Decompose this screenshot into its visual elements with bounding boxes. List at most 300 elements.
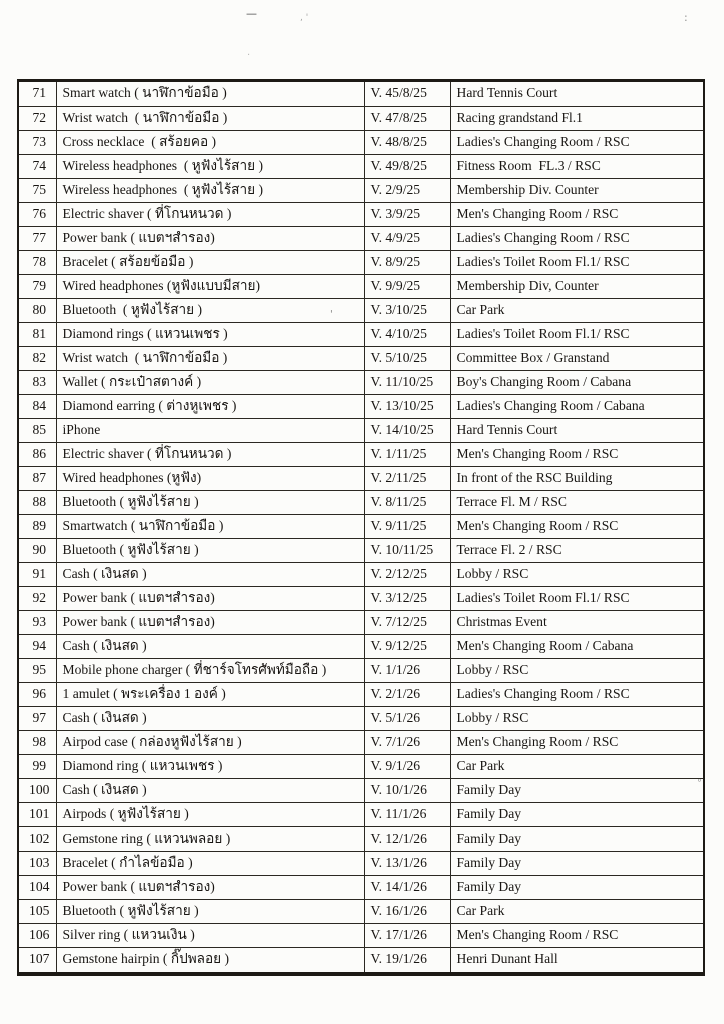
location-cell <box>450 539 704 563</box>
item-name-cell <box>56 947 364 974</box>
location-cell <box>450 178 704 202</box>
location-found: Hard Tennis Court <box>456 85 558 101</box>
item-name-cell <box>56 442 364 466</box>
location-cell <box>450 731 704 755</box>
item-name: iPhone <box>62 421 101 437</box>
item-name: Wrist watch ( นาฬิกาข้อมือ ) <box>62 349 228 365</box>
reference-code: V. 45/8/25 <box>370 85 427 101</box>
item-name: Wired headphones (หูฟังแบบมีสาย) <box>62 277 261 293</box>
reference-code-cell <box>364 803 450 827</box>
item-name: Electric shaver ( ที่โกนหนวด ) <box>62 446 232 462</box>
row-number: 79 <box>32 277 47 293</box>
table-row <box>18 154 704 178</box>
item-name: Bluetooth ( หูฟังไร้สาย ) <box>62 301 203 317</box>
reference-code: V. 9/1/26 <box>370 758 421 774</box>
location-cell <box>450 851 704 875</box>
location-cell <box>450 491 704 515</box>
item-name-cell <box>56 226 364 250</box>
row-number: 95 <box>32 662 47 678</box>
row-number-cell <box>18 851 56 875</box>
item-name-cell <box>56 81 364 107</box>
reference-code: V. 1/11/25 <box>370 446 427 462</box>
row-number: 102 <box>29 830 50 846</box>
reference-code-cell <box>364 250 450 274</box>
row-number-cell <box>18 875 56 899</box>
item-name: Bluetooth ( หูฟังไร้สาย ) <box>62 902 199 918</box>
item-name-cell <box>56 803 364 827</box>
table-row <box>18 226 704 250</box>
item-name: Power bank ( แบตฯสำรอง) <box>62 614 215 630</box>
reference-code: V. 12/1/26 <box>370 830 427 846</box>
item-name: Airpods ( หูฟังไร้สาย ) <box>62 806 189 822</box>
reference-code-cell <box>364 467 450 491</box>
location-found: Terrace Fl. M / RSC <box>456 494 567 510</box>
item-name-cell <box>56 202 364 226</box>
item-name-cell <box>56 467 364 491</box>
item-name-cell <box>56 875 364 899</box>
location-found: Lobby / RSC <box>456 710 529 726</box>
reference-code: V. 9/12/25 <box>370 638 427 654</box>
item-name-cell <box>56 635 364 659</box>
row-number-cell <box>18 202 56 226</box>
table-row <box>18 370 704 394</box>
reference-code-cell <box>364 226 450 250</box>
row-number-cell <box>18 659 56 683</box>
reference-code-cell <box>364 851 450 875</box>
row-number: 81 <box>32 325 47 341</box>
item-name: Wireless headphones ( หูฟังไร้สาย ) <box>62 157 263 173</box>
reference-code-cell <box>364 659 450 683</box>
location-cell <box>450 587 704 611</box>
location-cell <box>450 418 704 442</box>
row-number: 104 <box>29 878 50 894</box>
row-number: 105 <box>29 902 50 918</box>
scan-artifact: , ' <box>300 13 309 23</box>
row-number: 101 <box>29 806 50 822</box>
item-name: Power bank ( แบตฯสำรอง) <box>62 590 215 606</box>
reference-code: V. 13/10/25 <box>370 397 434 413</box>
reference-code-cell <box>364 899 450 923</box>
table-row <box>18 539 704 563</box>
table-row <box>18 875 704 899</box>
row-number-cell <box>18 779 56 803</box>
row-number-cell <box>18 274 56 298</box>
item-name-cell <box>56 563 364 587</box>
item-name-cell <box>56 394 364 418</box>
reference-code: V. 1/1/26 <box>370 662 421 678</box>
item-name-cell <box>56 731 364 755</box>
row-number: 72 <box>32 109 47 125</box>
item-name-cell <box>56 346 364 370</box>
row-number-cell <box>18 322 56 346</box>
item-name: Diamond rings ( แหวนเพชร ) <box>62 325 228 341</box>
reference-code-cell <box>364 442 450 466</box>
row-number-cell <box>18 178 56 202</box>
location-found: Ladies's Changing Room / RSC <box>456 686 630 702</box>
location-cell <box>450 154 704 178</box>
table-row <box>18 779 704 803</box>
row-number-cell <box>18 827 56 851</box>
row-number-cell <box>18 515 56 539</box>
reference-code: V. 10/1/26 <box>370 782 427 798</box>
reference-code-cell <box>364 635 450 659</box>
location-cell <box>450 755 704 779</box>
scan-artifact: · <box>247 50 251 61</box>
item-name: Power bank ( แบตฯสำรอง) <box>62 878 215 894</box>
row-number: 86 <box>32 446 47 462</box>
table-row <box>18 731 704 755</box>
item-name-cell <box>56 611 364 635</box>
location-cell <box>450 81 704 107</box>
reference-code-cell <box>364 394 450 418</box>
table-row <box>18 467 704 491</box>
table-row <box>18 491 704 515</box>
row-number-cell <box>18 442 56 466</box>
reference-code: V. 8/9/25 <box>370 253 421 269</box>
row-number-cell <box>18 755 56 779</box>
location-found: Men's Changing Room / RSC <box>456 734 619 750</box>
item-name-cell <box>56 298 364 322</box>
row-number-cell <box>18 587 56 611</box>
location-cell <box>450 106 704 130</box>
table-row <box>18 707 704 731</box>
location-cell <box>450 923 704 947</box>
location-found: Car Park <box>456 301 505 317</box>
row-number-cell <box>18 418 56 442</box>
row-number: 82 <box>32 349 47 365</box>
table-row <box>18 827 704 851</box>
table-row <box>18 683 704 707</box>
reference-code-cell <box>364 130 450 154</box>
table-row <box>18 563 704 587</box>
reference-code: V. 49/8/25 <box>370 157 427 173</box>
reference-code: V. 7/12/25 <box>370 614 427 630</box>
location-found: Ladies's Changing Room / RSC <box>456 133 630 149</box>
row-number-cell <box>18 370 56 394</box>
location-cell <box>450 899 704 923</box>
reference-code: V. 16/1/26 <box>370 902 427 918</box>
row-number-cell <box>18 130 56 154</box>
item-name: Cash ( เงินสด ) <box>62 710 147 726</box>
row-number-cell <box>18 298 56 322</box>
location-found: Lobby / RSC <box>456 566 529 582</box>
row-number: 77 <box>32 229 47 245</box>
scan-artifact: — <box>246 7 257 20</box>
item-name-cell <box>56 683 364 707</box>
row-number-cell <box>18 707 56 731</box>
table-row <box>18 298 704 322</box>
row-number-cell <box>18 250 56 274</box>
reference-code-cell <box>364 298 450 322</box>
location-cell <box>450 322 704 346</box>
row-number: 84 <box>32 397 47 413</box>
reference-code: V. 3/12/25 <box>370 590 427 606</box>
reference-code: V. 4/10/25 <box>370 325 427 341</box>
location-cell <box>450 298 704 322</box>
row-number: 76 <box>32 205 47 221</box>
reference-code: V. 11/10/25 <box>370 373 434 389</box>
location-found: Family Day <box>456 878 522 894</box>
location-cell <box>450 467 704 491</box>
row-number-cell <box>18 803 56 827</box>
location-cell <box>450 875 704 899</box>
lost-and-found-table <box>17 79 705 976</box>
location-found: Fitness Room FL.3 / RSC <box>456 157 601 173</box>
reference-code-cell <box>364 491 450 515</box>
location-found: Car Park <box>456 758 505 774</box>
row-number: 83 <box>32 373 47 389</box>
row-number: 106 <box>29 926 50 942</box>
location-found: Terrace Fl. 2 / RSC <box>456 542 562 558</box>
reference-code-cell <box>364 81 450 107</box>
row-number-cell <box>18 899 56 923</box>
item-name: Smartwatch ( นาฬิกาข้อมือ ) <box>62 518 224 534</box>
item-name: Gemstone ring ( แหวนพลอย ) <box>62 830 231 846</box>
row-number-cell <box>18 683 56 707</box>
table-row <box>18 635 704 659</box>
location-cell <box>450 779 704 803</box>
table-row <box>18 611 704 635</box>
reference-code-cell <box>364 827 450 851</box>
item-name: Wired headphones (หูฟัง) <box>62 470 202 486</box>
reference-code: V. 7/1/26 <box>370 734 421 750</box>
location-cell <box>450 611 704 635</box>
scan-artifact: ° <box>697 778 702 789</box>
location-cell <box>450 442 704 466</box>
row-number-cell <box>18 106 56 130</box>
location-found: Ladies's Toilet Room Fl.1/ RSC <box>456 590 630 606</box>
item-name-cell <box>56 130 364 154</box>
location-found: Car Park <box>456 902 505 918</box>
location-cell <box>450 346 704 370</box>
item-name: Bracelet ( สร้อยข้อมือ ) <box>62 253 194 269</box>
item-name: Mobile phone charger ( ที่ชาร์จโทรศัพท์มือถือ ) <box>62 662 327 678</box>
item-name: Wallet ( กระเป๋าสตางค์ ) <box>62 373 202 389</box>
reference-code: V. 13/1/26 <box>370 854 427 870</box>
reference-code: V. 47/8/25 <box>370 109 427 125</box>
reference-code-cell <box>364 875 450 899</box>
location-found: Ladies's Toilet Room Fl.1/ RSC <box>456 325 630 341</box>
table-row <box>18 418 704 442</box>
row-number: 73 <box>32 133 47 149</box>
reference-code: V. 9/9/25 <box>370 277 421 293</box>
item-name: Power bank ( แบตฯสำรอง) <box>62 229 215 245</box>
reference-code-cell <box>364 418 450 442</box>
item-name-cell <box>56 250 364 274</box>
item-name-cell <box>56 827 364 851</box>
location-found: Christmas Event <box>456 614 547 630</box>
row-number-cell <box>18 491 56 515</box>
reference-code: V. 14/1/26 <box>370 878 427 894</box>
item-name: Bluetooth ( หูฟังไร้สาย ) <box>62 542 199 558</box>
table-row <box>18 442 704 466</box>
table-row <box>18 659 704 683</box>
location-cell <box>450 707 704 731</box>
row-number-cell <box>18 346 56 370</box>
reference-code-cell <box>364 322 450 346</box>
reference-code-cell <box>364 154 450 178</box>
table-row <box>18 250 704 274</box>
row-number: 89 <box>32 518 47 534</box>
location-found: Membership Div. Counter <box>456 181 599 197</box>
item-name-cell <box>56 106 364 130</box>
item-name-cell <box>56 418 364 442</box>
reference-code: V. 14/10/25 <box>370 421 434 437</box>
item-name: Bluetooth ( หูฟังไร้สาย ) <box>62 494 199 510</box>
lost-items-table-body <box>18 81 704 975</box>
item-name-cell <box>56 899 364 923</box>
location-cell <box>450 202 704 226</box>
location-cell <box>450 947 704 974</box>
location-cell <box>450 370 704 394</box>
row-number: 99 <box>32 758 47 774</box>
reference-code: V. 9/11/25 <box>370 518 427 534</box>
location-cell <box>450 659 704 683</box>
row-number: 85 <box>32 421 47 437</box>
item-name-cell <box>56 659 364 683</box>
reference-code-cell <box>364 923 450 947</box>
item-name: Gemstone hairpin ( กิ๊ปพลอย ) <box>62 951 230 967</box>
table-row <box>18 202 704 226</box>
item-name-cell <box>56 923 364 947</box>
reference-code-cell <box>364 587 450 611</box>
location-found: Family Day <box>456 830 522 846</box>
table-row <box>18 755 704 779</box>
item-name: Bracelet ( กำไลข้อมือ ) <box>62 854 193 870</box>
reference-code-cell <box>364 515 450 539</box>
location-cell <box>450 683 704 707</box>
row-number: 78 <box>32 253 47 269</box>
location-cell <box>450 563 704 587</box>
scan-artifact: ' <box>330 309 333 320</box>
item-name-cell <box>56 274 364 298</box>
item-name: Smart watch ( นาฬิกาข้อมือ ) <box>62 85 227 101</box>
item-name-cell <box>56 154 364 178</box>
item-name: Silver ring ( แหวนเงิน ) <box>62 926 195 942</box>
table-row <box>18 394 704 418</box>
reference-code: V. 2/9/25 <box>370 181 421 197</box>
reference-code-cell <box>364 947 450 974</box>
reference-code: V. 2/1/26 <box>370 686 421 702</box>
reference-code-cell <box>364 779 450 803</box>
item-name-cell <box>56 178 364 202</box>
location-cell <box>450 130 704 154</box>
reference-code-cell <box>364 274 450 298</box>
reference-code-cell <box>364 563 450 587</box>
reference-code-cell <box>364 755 450 779</box>
row-number-cell <box>18 226 56 250</box>
location-found: Racing grandstand Fl.1 <box>456 109 583 125</box>
row-number: 92 <box>32 590 47 606</box>
location-cell <box>450 635 704 659</box>
item-name: Electric shaver ( ที่โกนหนวด ) <box>62 205 232 221</box>
location-cell <box>450 274 704 298</box>
row-number: 107 <box>29 951 50 967</box>
reference-code-cell <box>364 202 450 226</box>
reference-code-cell <box>364 683 450 707</box>
table-row <box>18 515 704 539</box>
location-cell <box>450 515 704 539</box>
item-name-cell <box>56 779 364 803</box>
reference-code: V. 8/11/25 <box>370 494 427 510</box>
row-number: 75 <box>32 181 47 197</box>
row-number: 74 <box>32 157 47 173</box>
reference-code: V. 3/9/25 <box>370 205 421 221</box>
row-number-cell <box>18 611 56 635</box>
scan-artifact: : <box>684 11 688 24</box>
reference-code: V. 5/1/26 <box>370 710 421 726</box>
location-found: Family Day <box>456 854 522 870</box>
item-name-cell <box>56 370 364 394</box>
location-found: Committee Box / Granstand <box>456 349 610 365</box>
item-name-cell <box>56 587 364 611</box>
item-name: Cash ( เงินสด ) <box>62 782 147 798</box>
table-row <box>18 106 704 130</box>
location-cell <box>450 226 704 250</box>
item-name-cell <box>56 707 364 731</box>
reference-code: V. 19/1/26 <box>370 951 427 967</box>
location-found: Ladies's Changing Room / RSC <box>456 229 630 245</box>
row-number: 87 <box>32 470 47 486</box>
location-found: Ladies's Changing Room / Cabana <box>456 397 645 413</box>
table-row <box>18 899 704 923</box>
reference-code-cell <box>364 370 450 394</box>
row-number: 90 <box>32 542 47 558</box>
reference-code: V. 17/1/26 <box>370 926 427 942</box>
row-number-cell <box>18 635 56 659</box>
location-found: Men's Changing Room / RSC <box>456 518 619 534</box>
row-number: 103 <box>29 854 50 870</box>
reference-code-cell <box>364 731 450 755</box>
reference-code-cell <box>364 178 450 202</box>
row-number: 71 <box>32 85 47 101</box>
row-number: 88 <box>32 494 47 510</box>
location-found: Men's Changing Room / Cabana <box>456 638 634 654</box>
item-name: Wrist watch ( นาฬิกาข้อมือ ) <box>62 109 228 125</box>
item-name: Diamond ring ( แหวนเพชร ) <box>62 758 223 774</box>
row-number-cell <box>18 731 56 755</box>
row-number-cell <box>18 947 56 974</box>
reference-code: V. 5/10/25 <box>370 349 427 365</box>
row-number: 91 <box>32 566 47 582</box>
row-number-cell <box>18 81 56 107</box>
table-row <box>18 130 704 154</box>
reference-code: V. 10/11/25 <box>370 542 434 558</box>
row-number: 100 <box>29 782 50 798</box>
location-cell <box>450 250 704 274</box>
item-name: Cross necklace ( สร้อยคอ ) <box>62 133 217 149</box>
row-number-cell <box>18 154 56 178</box>
reference-code: V. 3/10/25 <box>370 301 427 317</box>
reference-code-cell <box>364 106 450 130</box>
row-number-cell <box>18 467 56 491</box>
table-row <box>18 81 704 107</box>
row-number-cell <box>18 394 56 418</box>
table-row <box>18 274 704 298</box>
location-cell <box>450 803 704 827</box>
reference-code: V. 2/11/25 <box>370 470 427 486</box>
table-row <box>18 923 704 947</box>
item-name-cell <box>56 851 364 875</box>
location-found: Men's Changing Room / RSC <box>456 446 619 462</box>
location-cell <box>450 394 704 418</box>
table-row <box>18 851 704 875</box>
table-row <box>18 947 704 974</box>
location-found: In front of the RSC Building <box>456 470 613 486</box>
location-found: Family Day <box>456 806 522 822</box>
reference-code-cell <box>364 707 450 731</box>
location-cell <box>450 827 704 851</box>
